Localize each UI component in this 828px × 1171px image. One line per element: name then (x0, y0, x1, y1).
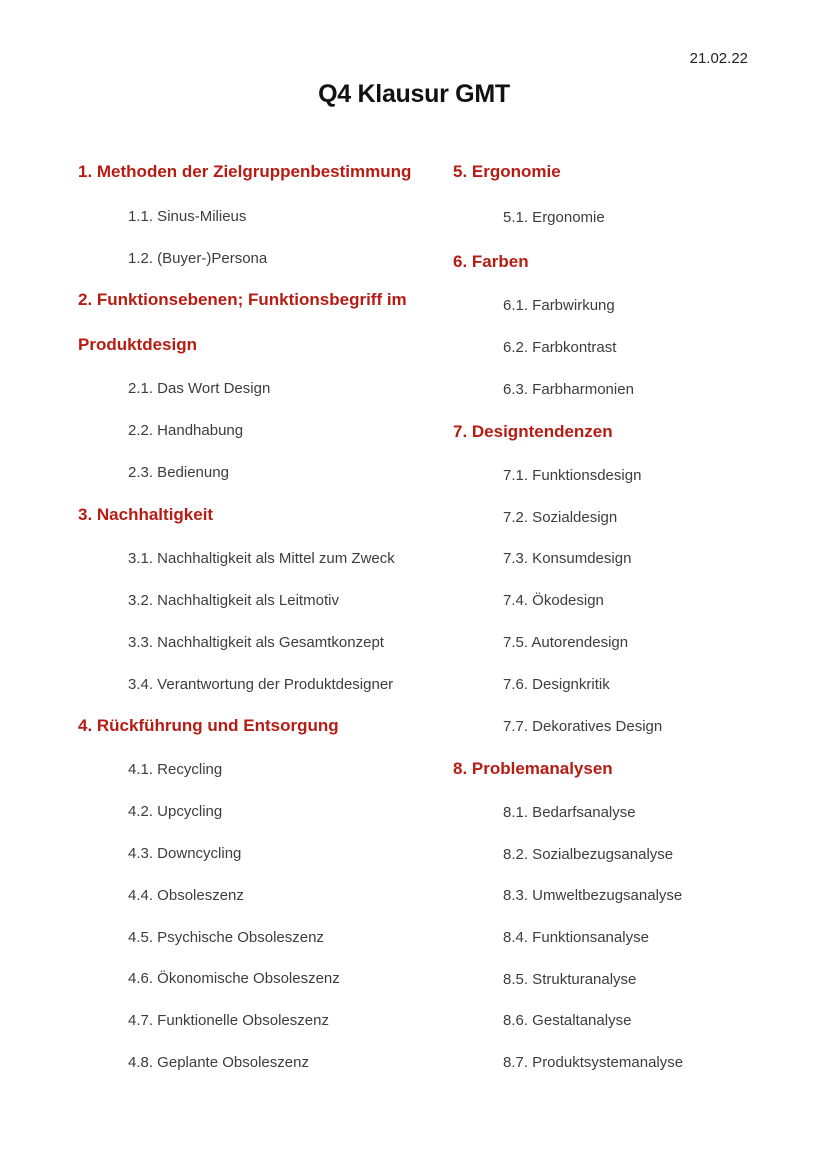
subsection-item: 7.3. Konsumdesign (503, 550, 632, 567)
subsection-item: 4.5. Psychische Obsoleszenz (128, 929, 324, 946)
subsection-item: 8.3. Umweltbezugsanalyse (503, 887, 683, 904)
subsection-item: 2.3. Bedienung (128, 464, 229, 481)
subsection-item: 3.1. Nachhaltigkeit als Mittel zum Zweck (128, 550, 395, 567)
subsection-item: 1.1. Sinus-Milieus (128, 208, 247, 225)
subsection-item: 4.1. Recycling (128, 761, 223, 778)
subsection-item: 8.4. Funktionsanalyse (503, 929, 649, 946)
subsection-item: 8.1. Bedarfsanalyse (503, 804, 636, 821)
section-heading-1: 1. Methoden der Zielgruppenbestimmung (78, 162, 412, 181)
subsection-item: 4.6. Ökonomische Obsoleszenz (128, 970, 340, 987)
section-heading-6: 6. Farben (453, 252, 529, 271)
subsection-item: 7.5. Autorendesign (503, 634, 629, 651)
subsection-item: 6.1. Farbwirkung (503, 297, 615, 314)
subsection-item: 3.4. Verantwortung der Produktdesigner (128, 676, 394, 693)
subsection-item: 7.2. Sozialdesign (503, 509, 618, 526)
subsection-item: 3.3. Nachhaltigkeit als Gesamtkonzept (128, 634, 384, 651)
section-heading-2: 2. Funktionsebenen; Funktionsbegriff im (78, 290, 407, 309)
section-heading-2-continued: Produktdesign (78, 335, 198, 354)
subsection-item: 3.2. Nachhaltigkeit als Leitmotiv (128, 592, 339, 609)
subsection-item: 4.4. Obsoleszenz (128, 887, 244, 904)
subsection-item: 7.1. Funktionsdesign (503, 467, 642, 484)
subsection-item: 8.5. Strukturanalyse (503, 971, 637, 988)
subsection-item: 8.2. Sozialbezugsanalyse (503, 846, 674, 863)
subsection-item: 8.7. Produktsystemanalyse (503, 1054, 684, 1071)
subsection-item: 4.2. Upcycling (128, 803, 223, 820)
subsection-item: 2.2. Handhabung (128, 422, 244, 439)
subsection-item: 4.7. Funktionelle Obsoleszenz (128, 1012, 329, 1029)
section-heading-8: 8. Problemanalysen (453, 759, 613, 778)
section-heading-4: 4. Rückführung und Entsorgung (78, 716, 339, 735)
subsection-item: 4.8. Geplante Obsoleszenz (128, 1054, 309, 1071)
document-date: 21.02.22 (689, 50, 748, 67)
subsection-item: 7.7. Dekoratives Design (503, 718, 663, 735)
subsection-item: 6.2. Farbkontrast (503, 339, 617, 356)
subsection-item: 2.1. Das Wort Design (128, 380, 271, 397)
subsection-item: 1.2. (Buyer-)Persona (128, 250, 268, 267)
document-title: Q4 Klausur GMT (318, 80, 510, 108)
section-heading-5: 5. Ergonomie (453, 162, 561, 181)
section-heading-3: 3. Nachhaltigkeit (78, 505, 214, 524)
section-heading-7: 7. Designtendenzen (453, 422, 613, 441)
subsection-item: 5.1. Ergonomie (503, 209, 605, 226)
subsection-item: 6.3. Farbharmonien (503, 381, 634, 398)
subsection-item: 4.3. Downcycling (128, 845, 242, 862)
subsection-item: 7.6. Designkritik (503, 676, 610, 693)
subsection-item: 7.4. Ökodesign (503, 592, 604, 609)
subsection-item: 8.6. Gestaltanalyse (503, 1012, 632, 1029)
